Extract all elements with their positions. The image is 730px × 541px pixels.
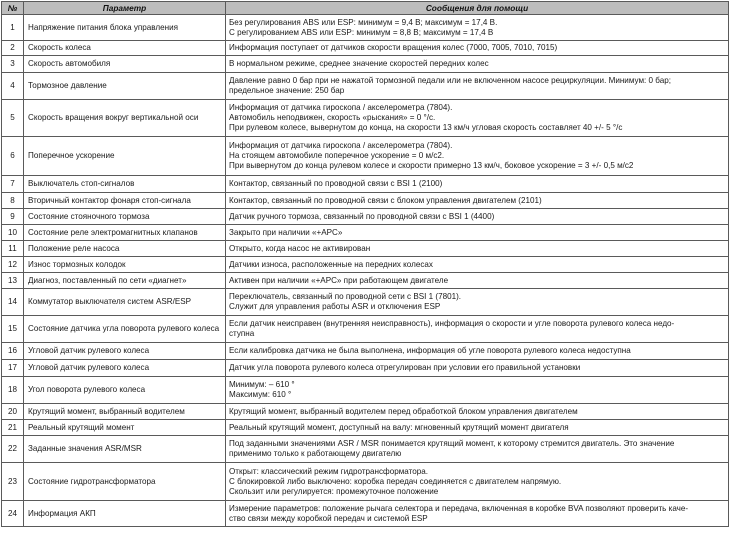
row-num: 10 [2, 225, 24, 241]
row-help: Под заданными значениями ASR / MSR понимается крутящий момент, к которому стремится двигатель. Это значение применимо только к работающему двигателю [226, 436, 729, 463]
row-num: 3 [2, 56, 24, 73]
table-row [2, 41, 729, 56]
row-num: 18 [2, 377, 24, 404]
parameters-table [1, 1, 729, 527]
row-help: Крутящий момент, выбранный водителем перед обработкой блоком управления двигателем [226, 404, 729, 420]
row-param: Скорость автомобиля [24, 56, 226, 73]
row-help: Давление равно 0 бар при не нажатой тормозной педали или не включенном насосе рециркуляции. Минимум: 0 бар; предельное значение: 250 бар [226, 73, 729, 100]
row-help: Без регулирования ABS или ESP: минимум = 9,4 В; максимум = 17,4 В. С регулированием ABS или ESP: минимум = 8,8 В; максимум = 17,4 В [226, 15, 729, 41]
row-num: 22 [2, 436, 24, 463]
row-help: Открыто, когда насос не активирован [226, 241, 729, 257]
row-num: 2 [2, 41, 24, 56]
row-num: 1 [2, 15, 24, 41]
table-row [2, 257, 729, 273]
table-row [2, 137, 729, 176]
table-row [2, 343, 729, 360]
row-help: Датчик угла поворота рулевого колеса отрегулирован при условии его правильной установки [226, 360, 729, 377]
table-row [2, 241, 729, 257]
row-num: 11 [2, 241, 24, 257]
row-param: Износ тормозных колодок [24, 257, 226, 273]
row-help: В нормальном режиме, среднее значение скоростей передних колес [226, 56, 729, 73]
row-param: Реальный крутящий момент [24, 420, 226, 436]
row-param: Угловой датчик рулевого колеса [24, 343, 226, 360]
header-num: № [2, 2, 24, 15]
table-row [2, 193, 729, 209]
table-row [2, 273, 729, 289]
row-num: 20 [2, 404, 24, 420]
table-row [2, 56, 729, 73]
row-help: Измерение параметров: положение рычага селектора и передача, включенная в коробке BVA позволяют проверить каче- ство связи между коробкой передач и системой ESP [226, 501, 729, 527]
row-num: 24 [2, 501, 24, 527]
row-num: 13 [2, 273, 24, 289]
table-row [2, 15, 729, 41]
row-param: Скорость колеса [24, 41, 226, 56]
row-param: Крутящий момент, выбранный водителем [24, 404, 226, 420]
table-row [2, 377, 729, 404]
row-param: Поперечное ускорение [24, 137, 226, 176]
row-num: 16 [2, 343, 24, 360]
header-param: Параметр [24, 2, 226, 15]
row-num: 9 [2, 209, 24, 225]
row-param: Заданные значения ASR/MSR [24, 436, 226, 463]
row-param: Состояние датчика угла поворота рулевого колеса [24, 316, 226, 343]
row-param: Угловой датчик рулевого колеса [24, 360, 226, 377]
row-param: Тормозное давление [24, 73, 226, 100]
row-num: 14 [2, 289, 24, 316]
table-row [2, 225, 729, 241]
row-help: Переключатель, связанный по проводной сети с BSI 1 (7801). Служит для управления работы ASR и отключения ESP [226, 289, 729, 316]
row-help: Если датчик неисправен (внутренняя неисправность), информация о скорости и угле поворота рулевого колеса недо- ступна [226, 316, 729, 343]
table-row [2, 316, 729, 343]
row-help: Датчик ручного тормоза, связанный по проводной связи с BSI 1 (4400) [226, 209, 729, 225]
table-row [2, 501, 729, 527]
table-row [2, 420, 729, 436]
row-num: 5 [2, 100, 24, 137]
table-row [2, 404, 729, 420]
table-row [2, 176, 729, 193]
row-num: 23 [2, 463, 24, 501]
table-header-row [2, 2, 729, 15]
table-row [2, 360, 729, 377]
row-param: Напряжение питания блока управления [24, 15, 226, 41]
table-row [2, 209, 729, 225]
row-param: Выключатель стоп-сигналов [24, 176, 226, 193]
table-row [2, 436, 729, 463]
row-help: Контактор, связанный по проводной связи с BSI 1 (2100) [226, 176, 729, 193]
row-num: 4 [2, 73, 24, 100]
row-help: Датчики износа, расположенные на передних колесах [226, 257, 729, 273]
row-help: Реальный крутящий момент, доступный на валу: мгновенный крутящий момент двигателя [226, 420, 729, 436]
row-help: Активен при наличии «+APC» при работающем двигателе [226, 273, 729, 289]
row-num: 6 [2, 137, 24, 176]
row-help: Контактор, связанный по проводной связи с блоком управления двигателем (2101) [226, 193, 729, 209]
row-help: Если калибровка датчика не была выполнена, информация об угле поворота рулевого колеса недоступна [226, 343, 729, 360]
header-help: Сообщения для помощи [226, 2, 729, 15]
row-num: 7 [2, 176, 24, 193]
row-help: Минимум: – 610 ° Максимум: 610 ° [226, 377, 729, 404]
row-num: 12 [2, 257, 24, 273]
row-num: 17 [2, 360, 24, 377]
table-row [2, 100, 729, 137]
row-help: Информация от датчика гироскопа / акселерометра (7804). На стоящем автомобиле поперечное ускорение = 0 м/с2. При вывернутом до конца рулевом колесе и скорости примерно 13 км/ч, боковое ускорение = 3 +/- 0,5 м/с2 [226, 137, 729, 176]
table-row [2, 463, 729, 501]
row-param: Состояние гидротрансформатора [24, 463, 226, 501]
row-num: 8 [2, 193, 24, 209]
row-param: Коммутатор выключателя систем ASR/ESP [24, 289, 226, 316]
row-param: Положение реле насоса [24, 241, 226, 257]
row-param: Состояние стояночного тормоза [24, 209, 226, 225]
row-help: Открыт: классический режим гидротрансформатора. С блокировкой либо выключено: коробка передач соединяется с двигателем напрямую. Скользит или регулируется: промежуточное положение [226, 463, 729, 501]
row-param: Вторичный контактор фонаря стоп-сигнала [24, 193, 226, 209]
row-param: Угол поворота рулевого колеса [24, 377, 226, 404]
table-row [2, 289, 729, 316]
row-param: Диагноз, поставленный по сети «диагнет» [24, 273, 226, 289]
row-param: Скорость вращения вокруг вертикальной оси [24, 100, 226, 137]
row-num: 21 [2, 420, 24, 436]
row-help: Информация от датчика гироскопа / акселерометра (7804). Автомобиль неподвижен, скорость «рыскания» = 0 °/с. При рулевом колесе, вывернутом до конца, на скорости 13 км/ч угловая скорость составляет 40 +/- 5 °/с [226, 100, 729, 137]
row-help: Информация поступает от датчиков скорости вращения колес (7000, 7005, 7010, 7015) [226, 41, 729, 56]
row-param: Информация АКП [24, 501, 226, 527]
row-param: Состояние реле электромагнитных клапанов [24, 225, 226, 241]
row-num: 15 [2, 316, 24, 343]
table-row [2, 73, 729, 100]
row-help: Закрыто при наличии «+APC» [226, 225, 729, 241]
